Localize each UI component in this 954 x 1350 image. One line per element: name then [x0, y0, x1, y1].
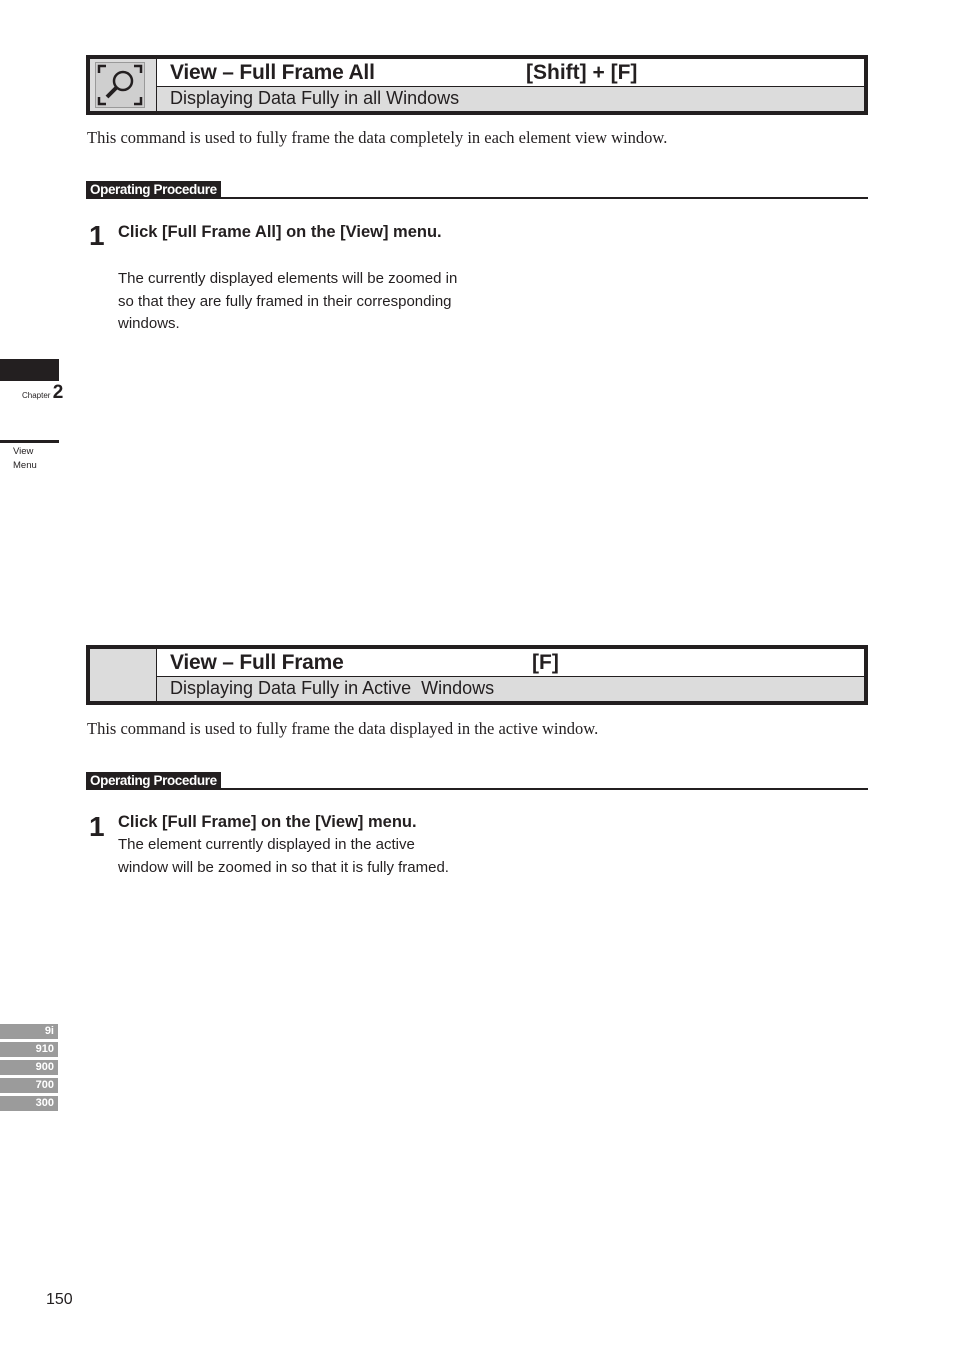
page-number: 150: [46, 1291, 73, 1308]
command-subtitle-row: [157, 677, 864, 701]
model-tag: 9i: [0, 1024, 58, 1039]
chapter-label: Chapter: [22, 391, 51, 400]
chapter-indicator: [22, 382, 62, 404]
command-title-row: [157, 649, 864, 677]
intro-text: This command is used to fully frame the data displayed in the active window.: [87, 719, 599, 738]
chapter-tab-bar: [0, 359, 59, 381]
command-shortcut: [Shift] + [F]: [526, 61, 638, 84]
model-tag: 900: [0, 1060, 58, 1075]
command-title-row: [157, 59, 864, 87]
section-label-line2: Menu: [13, 460, 37, 471]
command-subtitle: Displaying Data Fully in Active Windows: [170, 678, 495, 698]
step-heading: Click [Full Frame All] on the [View] menu.: [118, 223, 442, 241]
step-number: 1: [89, 811, 105, 842]
procedure-label: Operating Procedure: [86, 772, 221, 790]
command-subtitle: Displaying Data Fully in all Windows: [170, 88, 460, 108]
command-subtitle-row: [157, 87, 864, 111]
command-icon-cell: [90, 649, 157, 701]
command-header-full-frame: [86, 645, 868, 705]
command-header-full-frame-all: [86, 55, 868, 115]
command-title: View – Full Frame All: [170, 61, 375, 84]
section-tab-bar: [0, 440, 59, 443]
step-number: 1: [89, 220, 105, 251]
model-tag: 700: [0, 1078, 58, 1093]
model-tag: 300: [0, 1096, 58, 1111]
command-icon-cell: [90, 59, 157, 111]
step-description: The element currently displayed in the active window will be zoomed in so that it is fully framed.: [118, 836, 449, 876]
section-label-line1: View: [13, 446, 34, 457]
magnifier-frame-icon: [95, 62, 145, 108]
section-indicator: [13, 445, 37, 473]
intro-text: This command is used to fully frame the data completely in each element view window.: [87, 128, 668, 147]
command-title: View – Full Frame: [170, 651, 344, 674]
step-description: The currently displayed elements will be zoomed in so that they are fully framed in their corresponding windows.: [118, 270, 458, 332]
command-shortcut: [F]: [532, 651, 559, 674]
procedure-label: Operating Procedure: [86, 181, 221, 199]
model-tag: 910: [0, 1042, 58, 1057]
step-heading: Click [Full Frame] on the [View] menu.: [118, 813, 417, 831]
chapter-number: 2: [52, 382, 63, 403]
